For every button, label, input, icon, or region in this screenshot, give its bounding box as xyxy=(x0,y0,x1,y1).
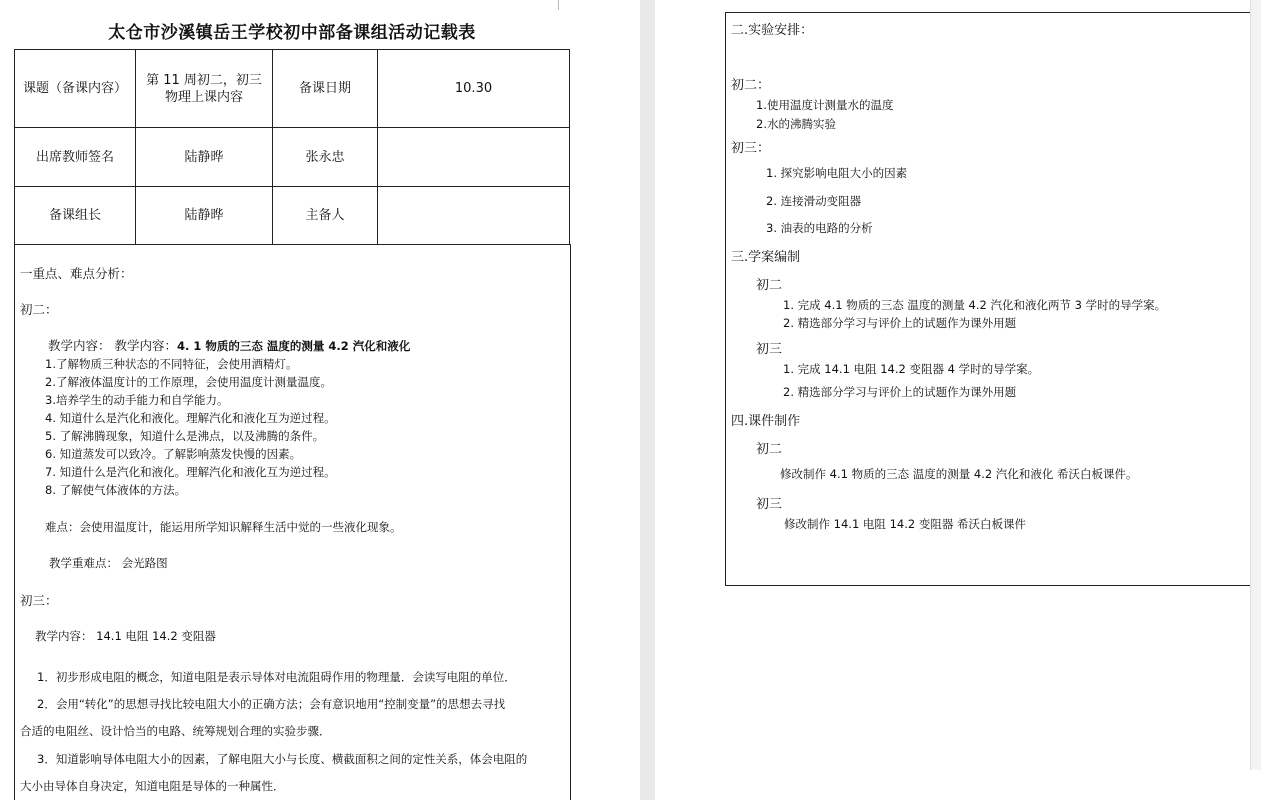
courseware-heading: 四.课件制作 xyxy=(731,414,801,429)
grade2-content-prefix: 教学内容： 教学内容： xyxy=(48,338,177,353)
attendee-empty xyxy=(378,128,570,187)
page-edge xyxy=(1250,0,1261,770)
courseware-grade3-item: 修改制作 14.1 电阻 14.2 变阻器 希沃白板课件 xyxy=(784,517,1026,531)
experiment-grade2-item: 2.水的沸腾实验 xyxy=(756,117,836,131)
margin-corner-mark xyxy=(558,0,573,10)
worksheet-heading: 三.学案编制 xyxy=(731,250,801,265)
courseware-grade2-label: 初二 xyxy=(756,442,783,457)
experiment-grade2-item: 1.使用温度计测量水的温度 xyxy=(756,98,894,112)
grade3-content: 教学内容： 14.1 电阻 14.2 变阻器 xyxy=(35,629,216,643)
info-table xyxy=(14,49,570,245)
preparer-value xyxy=(378,187,570,245)
worksheet-grade3-item: 2. 精选部分学习与评价上的试题作为课外用题 xyxy=(783,385,1017,399)
grade2-label: 初二： xyxy=(20,302,58,317)
grade2-item: 5. 了解沸腾现象，知道什么是沸点，以及沸腾的条件。 xyxy=(45,429,325,443)
experiment-grade2-label: 初二： xyxy=(731,78,771,93)
experiment-heading: 二.实验安排： xyxy=(731,23,814,38)
topic-value: 第 11 周初二，初三物理上课内容 xyxy=(136,50,273,128)
attendee-2: 张永忠 xyxy=(273,128,378,187)
grade2-item: 4. 知道什么是汽化和液化。理解汽化和液化互为逆过程。 xyxy=(45,411,336,425)
grade2-difficulty: 难点：会使用温度计，能运用所学知识解释生活中觉的一些液化现象。 xyxy=(45,520,402,534)
grade3-item: 1．初步形成电阻的概念，知道电阻是表示导体对电流阻碍作用的物理量．会读写电阻的单位． xyxy=(37,670,516,684)
courseware-grade2-item: 修改制作 4.1 物质的三态 温度的测量 4.2 汽化和液化 希沃白板课件。 xyxy=(780,467,1138,481)
worksheet-grade2-item: 2. 精选部分学习与评价上的试题作为课外用题 xyxy=(783,316,1017,330)
section1-heading: 一重点、难点分析： xyxy=(20,266,133,281)
grade2-item: 3.培养学生的动手能力和自学能力。 xyxy=(45,393,229,407)
grade3-label: 初三： xyxy=(20,593,58,608)
grade2-item: 2.了解液体温度计的工作原理，会使用温度计测量温度。 xyxy=(45,375,332,389)
experiment-grade3-item: 2. 连接滑动变阻器 xyxy=(766,194,862,208)
topic-label: 课题（备课内容） xyxy=(15,50,136,128)
worksheet-grade2-label: 初二 xyxy=(756,278,783,293)
grade2-item: 8. 了解使气体液体的方法。 xyxy=(45,483,187,497)
plan-section xyxy=(725,12,1261,586)
document-title: 太仓市沙溪镇岳王学校初中部备课组活动记载表 xyxy=(108,23,476,43)
grade2-content xyxy=(48,336,410,354)
grade3-item: 合适的电阻丝、设计恰当的电路、统筹规划合理的实验步骤． xyxy=(20,724,331,738)
attendees-label: 出席教师签名 xyxy=(15,128,136,187)
leader-value: 陆静晔 xyxy=(136,187,273,245)
preparer-label: 主备人 xyxy=(273,187,378,245)
attendee-1: 陆静晔 xyxy=(136,128,273,187)
grade2-item: 7. 知道什么是汽化和液化。理解汽化和液化互为逆过程。 xyxy=(45,465,336,479)
grade3-item: 3．知道影响导体电阻大小的因素，了解电阻大小与长度、横截面积之间的定性关系，体会电阻的 xyxy=(37,752,528,766)
grade3-item: 2．会用“转化”的思想寻找比较电阻大小的正确方法；会有意识地用“控制变量”的思想去寻找 xyxy=(37,697,506,711)
experiment-grade3-item: 1. 探究影响电阻大小的因素 xyxy=(766,166,908,180)
grade2-item: 6. 知道蒸发可以致冷。了解影响蒸发快慢的因素。 xyxy=(45,447,302,461)
date-label: 备课日期 xyxy=(273,50,378,128)
worksheet-grade3-item: 1. 完成 14.1 电阻 14.2 变阻器 4 学时的导学案。 xyxy=(783,362,1040,376)
grade2-key-point: 教学重难点： 会光路图 xyxy=(49,556,168,570)
grade2-content-topic: 4. 1 物质的三态 温度的测量 4.2 汽化和液化 xyxy=(176,339,411,353)
date-value: 10.30 xyxy=(378,50,570,128)
worksheet-grade3-label: 初三 xyxy=(756,342,783,357)
document-page-right xyxy=(655,0,1261,800)
experiment-grade3-label: 初三： xyxy=(731,141,771,156)
leader-label: 备课组长 xyxy=(15,187,136,245)
worksheet-grade2-item: 1. 完成 4.1 物质的三态 温度的测量 4.2 汽化和液化两节 3 学时的导学案。 xyxy=(783,298,1167,312)
grade2-item: 1.了解物质三种状态的不同特征，会使用酒精灯。 xyxy=(45,357,298,371)
courseware-grade3-label: 初三 xyxy=(756,497,783,512)
grade3-item: 大小由导体自身决定，知道电阻是导体的一种属性． xyxy=(20,779,285,793)
experiment-grade3-item: 3. 油表的电路的分析 xyxy=(766,221,873,235)
analysis-section xyxy=(14,244,571,800)
